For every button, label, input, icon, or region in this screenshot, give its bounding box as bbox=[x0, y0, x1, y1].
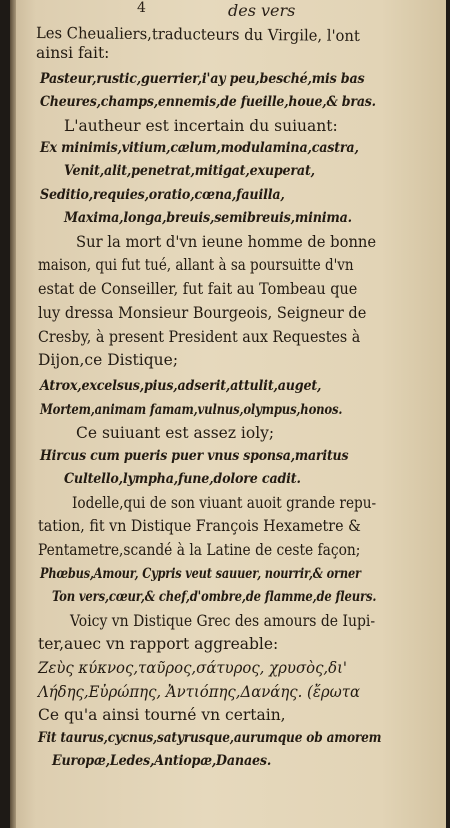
verse-line: Cheures,champs,ennemis,de fueille,houe,& bras. bbox=[40, 94, 376, 110]
text-line: Ce qu'a ainsi tourné vn certain, bbox=[38, 706, 286, 724]
verse-line: Fit taurus,cycnus,satyrusque,aurumque ob amorem bbox=[38, 730, 382, 746]
verse-line: Mortem,animam famam,vulnus,olympus,honos. bbox=[40, 402, 343, 418]
running-head: des vers bbox=[228, 1, 296, 20]
verse-line: Phœbus,Amour, Cypris veut sauuer, nourrir,& orner bbox=[40, 566, 361, 582]
text-line: ainsi fait: bbox=[36, 44, 110, 62]
text-line: Les Cheualiers,traducteurs du Virgile, l'ont bbox=[35, 24, 360, 45]
greek-verse-line: Ζεὺς κύκνος,ταῦρος,σάτυρος, χρυσὸς,δι' bbox=[38, 659, 348, 677]
page-gutter-shadow bbox=[10, 0, 16, 828]
text-line: Sur la mort d'vn ieune homme de bonne bbox=[76, 233, 377, 251]
verse-line: Venit,alit,penetrat,mitigat,exuperat, bbox=[64, 163, 315, 179]
verse-line: Atrox,excelsus,pius,adserit,attulit,auget, bbox=[40, 378, 322, 394]
text-line: luy dressa Monsieur Bourgeois, Seigneur de bbox=[38, 304, 367, 322]
verse-line: Seditio,requies,oratio,cœna,fauilla, bbox=[40, 187, 285, 203]
text-line: tation, fit vn Distique François Hexametre & bbox=[38, 517, 361, 535]
text-line: L'autheur est incertain du suiuant: bbox=[64, 117, 338, 135]
text-line: estat de Conseiller, fut fait au Tombeau que bbox=[38, 280, 358, 298]
greek-verse-line: Λήδης,Εὐρώπης, Ἀντιόπης,Δανάης. (ἔρωτα bbox=[38, 683, 361, 701]
text-line: Iodelle,qui de son viuant auoit grande repu- bbox=[72, 494, 377, 512]
folio-mark: 4 bbox=[137, 0, 146, 16]
verse-line: Pasteur,rustic,guerrier,i'ay peu,besché,mis bas bbox=[40, 71, 365, 87]
verse-line: Maxima,longa,breuis,semibreuis,minima. bbox=[64, 210, 352, 226]
book-page bbox=[10, 0, 446, 828]
text-line: Cresby, à present President aux Requestes à bbox=[38, 328, 361, 346]
text-line: Pentametre,scandé à la Latine de ceste façon; bbox=[38, 541, 361, 559]
text-line: Ce suiuant est assez ioly; bbox=[76, 424, 275, 442]
verse-line: Europæ,Ledes,Antiopæ,Danaes. bbox=[52, 753, 272, 769]
text-line: maison, qui fut tué, allant à sa poursuitte d'vn bbox=[38, 256, 354, 274]
text-line: Voicy vn Distique Grec des amours de Iupi- bbox=[70, 612, 376, 630]
verse-line: Ex minimis,vitium,cælum,modulamina,castra, bbox=[40, 140, 359, 156]
text-line: Dijon,ce Distique; bbox=[38, 351, 179, 369]
text-line: ter,auec vn rapport aggreable: bbox=[38, 635, 279, 653]
verse-line: Hircus cum pueris puer vnus sponsa,maritus bbox=[40, 448, 349, 464]
verse-line: Cultello,lympha,fune,dolore cadit. bbox=[64, 471, 301, 487]
verse-line: Ton vers,cœur,& chef,d'ombre,de flamme,de fleurs. bbox=[52, 589, 377, 605]
